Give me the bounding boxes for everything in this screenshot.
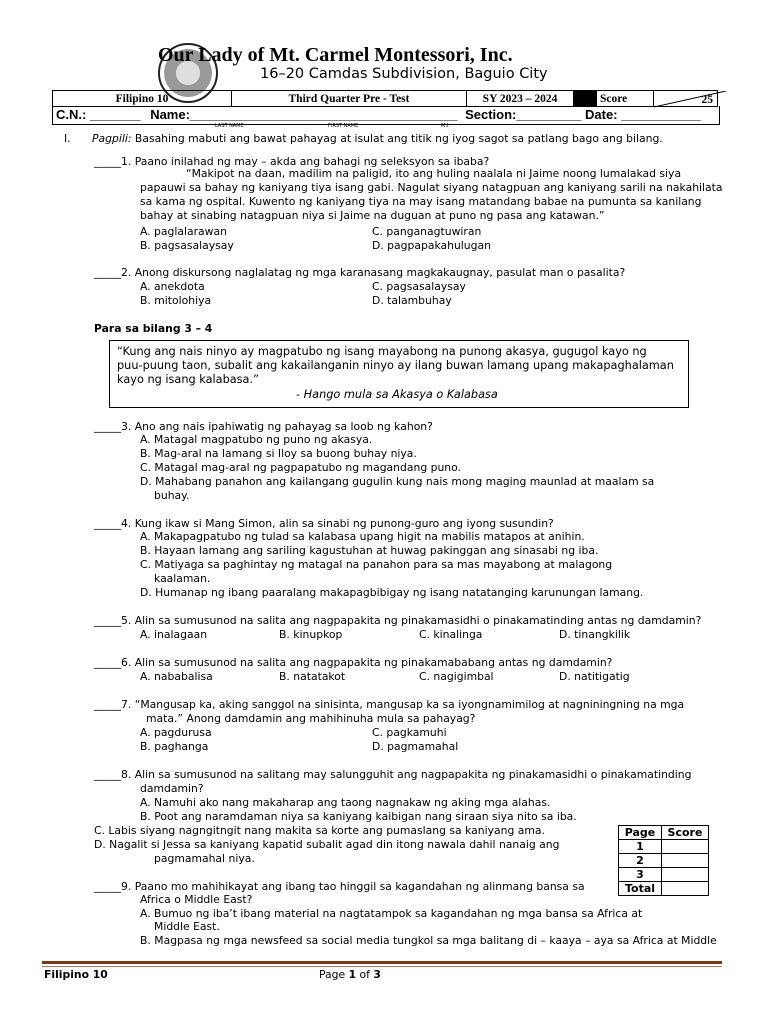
q9-stem-cont: Africa o Middle East? bbox=[140, 893, 253, 906]
instructions bbox=[92, 132, 663, 146]
footer-page-mid: of bbox=[356, 968, 374, 981]
q5-option-d: D. tinangkilik bbox=[559, 628, 631, 641]
score-table-total: Total bbox=[619, 882, 662, 896]
section-field[interactable]: Section:_________ bbox=[465, 107, 582, 122]
black-cell bbox=[574, 91, 597, 107]
q4-stem: _____4. Kung ikaw si Mang Simon, alin sa sinabi ng punong-guro ang iyong susundin? bbox=[94, 517, 554, 530]
quote-source: - Hango mula sa Akasya o Kalabasa bbox=[296, 388, 498, 401]
footer-page-total: 3 bbox=[373, 968, 381, 981]
q1-option-d: D. pagpapakahulugan bbox=[372, 239, 491, 252]
quote-line: kayo ng isang kalabasa.” bbox=[117, 373, 259, 386]
para-label: Para sa bilang 3 – 4 bbox=[94, 322, 213, 335]
score-table-cell[interactable] bbox=[662, 868, 709, 882]
q9-option-a-cont: Middle East. bbox=[154, 920, 220, 933]
q5-option-a: A. inalagaan bbox=[140, 628, 208, 641]
name-row bbox=[56, 107, 701, 122]
q2-option-c: C. pagsasalaysay bbox=[372, 280, 466, 293]
q4-option-c-cont: kaalaman. bbox=[154, 572, 211, 585]
q9-option-a: A. Bumuo ng iba’t ibang material na nagtatampok sa kagandahan ng mga bansa sa Africa at bbox=[140, 907, 643, 920]
q8-stem-cont: damdamin? bbox=[140, 782, 204, 795]
q1-stem: _____1. Paano inilahad ng may – akda ang bahagi ng seleksyon sa ibaba? bbox=[94, 155, 490, 168]
q8-stem: _____8. Alin sa sumusunod na salitang may salungguhit ang nagpapakita ng pinakamasidhi o pinakamatinding bbox=[94, 768, 692, 781]
footer-page bbox=[319, 968, 381, 982]
score-table-page: 3 bbox=[619, 868, 662, 882]
q7-option-b: B. paghanga bbox=[140, 740, 209, 753]
q1-option-a: A. paglalarawan bbox=[140, 225, 227, 238]
footer-subject: Filipino 10 bbox=[44, 968, 108, 981]
q3-option-a: A. Matagal magpatubo ng puno ng akasya. bbox=[140, 433, 373, 446]
q4-option-b: B. Hayaan lamang ang sariling kagustuhan at huwag pakinggan ang sinasabi ng iba. bbox=[140, 544, 599, 557]
name-field[interactable]: Name:_____________________________________ bbox=[150, 107, 458, 122]
q3-stem: _____3. Ano ang nais ipahiwatig ng pahayag sa loob ng kahon? bbox=[94, 420, 433, 433]
q2-option-a: A. anekdota bbox=[140, 280, 205, 293]
cn-field[interactable]: C.N.: _______ bbox=[56, 107, 141, 122]
q1-option-b: B. pagsasalaysay bbox=[140, 239, 234, 252]
q6-option-b: B. natatakot bbox=[279, 670, 346, 683]
score-total: 25 bbox=[701, 94, 713, 106]
q6-stem: _____6. Alin sa sumusunod na salita ang nagpapakita ng pinakamababang antas ng damdamin? bbox=[94, 656, 613, 669]
q5-option-b: B. kinupkop bbox=[279, 628, 343, 641]
score-label: Score bbox=[597, 91, 654, 107]
quote-line: “Kung ang nais ninyo ay magpatubo ng isang mayabong na punong akasya, gugugol kayo ng bbox=[117, 345, 647, 358]
school-name: Our Lady of Mt. Carmel Montessori, Inc. bbox=[158, 44, 513, 66]
footer-page-num: 1 bbox=[348, 968, 357, 981]
q2-option-b: B. mitolohiya bbox=[140, 294, 212, 307]
score-total-cell bbox=[654, 91, 718, 107]
q5-option-c: C. kinalinga bbox=[419, 628, 483, 641]
q4-option-a: A. Makapagpatubo ng tulad sa kalabasa upang higit na mabilis matapos at anihin. bbox=[140, 530, 585, 543]
score-table-cell[interactable] bbox=[662, 840, 709, 854]
q1-option-c: C. panganagtuwiran bbox=[372, 225, 482, 238]
q7-option-a: A. pagdurusa bbox=[140, 726, 212, 739]
q6-option-d: D. natitigatig bbox=[559, 670, 630, 683]
q7-stem-cont: mata.” Anong damdamin ang mahihinuha mula sa pahayag? bbox=[146, 712, 476, 725]
q4-option-c: C. Matiyaga sa paghintay ng matagal na panahon para sa mas mayabong at malagong bbox=[140, 558, 613, 571]
school-year: SY 2023 – 2024 bbox=[467, 91, 574, 107]
q1-passage-line: bahay at sinabing natagpuan niya si Jaime na duguan at puno ng pasa ang katawan.” bbox=[140, 209, 605, 222]
q8-option-d-cont: pagmamahal niya. bbox=[154, 852, 255, 865]
school-address: 16–20 Camdas Subdivision, Baguio City bbox=[260, 66, 548, 82]
q6-option-c: C. nagigimbal bbox=[419, 670, 494, 683]
q5-stem: _____5. Alin sa sumusunod na salita ang nagpapakita ng pinakamasidhi o pinakamatinding antas ng damdamin? bbox=[94, 614, 702, 627]
quote-line: puu-puung taon, subalit ang kakailanganin ninyo ay ilang buwan lamang upang makapaghalaman bbox=[117, 359, 674, 372]
footer-page-prefix: Page bbox=[319, 968, 349, 981]
q8-option-d: D. Nagalit si Jessa sa kaniyang kapatid subalit agad din itong nawala dahil nanaig ang bbox=[94, 838, 560, 851]
mi-caption: M.I. bbox=[441, 123, 450, 129]
score-table-page: 2 bbox=[619, 854, 662, 868]
q9-stem: _____9. Paano mo mahihikayat ang ibang tao hinggil sa kagandahan ng alinmang bansa sa bbox=[94, 880, 585, 893]
q8-option-b: B. Poot ang naramdaman niya sa kaniyang kaibigan nang siraan siya nito sa iba. bbox=[140, 810, 577, 823]
footer-divider bbox=[42, 961, 722, 964]
first-name-caption: FIRST NAME bbox=[328, 123, 359, 129]
section-number: I. bbox=[64, 132, 71, 145]
q3-option-d: D. Mahabang panahon ang kailangang gugulin kung nais mong maging maunlad at maalam sa bbox=[140, 475, 655, 488]
score-table bbox=[618, 825, 709, 896]
score-table-header: Score bbox=[662, 826, 709, 840]
q8-option-c: C. Labis siyang nagngitngit nang makita sa korte ang pumaslang sa kaniyang ama. bbox=[94, 824, 545, 837]
q1-passage-line: “Makipot na daan, madilim na paligid, ito ang huling naalala ni Jaime noong lumalakad siya bbox=[186, 167, 682, 180]
q7-option-d: D. pagmamahal bbox=[372, 740, 459, 753]
subject: Filipino 10 bbox=[53, 91, 232, 107]
q2-option-d: D. talambuhay bbox=[372, 294, 452, 307]
score-table-cell[interactable] bbox=[662, 854, 709, 868]
q4-option-d: D. Humanap ng ibang paaralang makapagbibigay ng isang natatanging karunungan lamang. bbox=[140, 586, 644, 599]
instructions-label: Pagpili: bbox=[92, 132, 132, 145]
header-table bbox=[52, 90, 718, 107]
q7-option-c: C. pagkamuhi bbox=[372, 726, 447, 739]
q9-option-b: B. Magpasa ng mga newsfeed sa social media tungkol sa mga balitang di – kaaya – aya sa Africa at Middle bbox=[140, 934, 717, 947]
q1-passage-line: sa kama ng ospital. Kuwento ng kaniyang tiya na may isang matandang babae na pumunta sa kanilang bbox=[140, 195, 702, 208]
q8-option-a: A. Namuhi ako nang makaharap ang taong nagnakaw ng aking mga alahas. bbox=[140, 796, 551, 809]
q3-option-b: B. Mag-aral na lamang si Iloy sa buong buhay niya. bbox=[140, 447, 417, 460]
q7-stem: _____7. “Mangusap ka, aking sanggol na sinisinta, mangusap ka sa iyongnamimilog at nagniningning na mga bbox=[94, 698, 685, 711]
q3-option-d-cont: buhay. bbox=[154, 489, 190, 502]
q6-option-a: A. nababalisa bbox=[140, 670, 213, 683]
score-table-page: 1 bbox=[619, 840, 662, 854]
q3-option-c: C. Matagal mag-aral ng pagpapatubo ng magandang puno. bbox=[140, 461, 461, 474]
test-title: Third Quarter Pre - Test bbox=[232, 91, 467, 107]
q2-stem: _____2. Anong diskursong naglalatag ng mga karanasang magkakaugnay, pasulat man o pasalita? bbox=[94, 266, 626, 279]
footer-divider-thin bbox=[42, 966, 722, 967]
instructions-text: Basahing mabuti ang bawat pahayag at isulat ang titik ng iyog sagot sa patlang bago ang bilang. bbox=[134, 132, 663, 145]
last-name-caption: LAST NAME bbox=[215, 123, 244, 129]
score-table-header: Page bbox=[619, 826, 662, 840]
date-field[interactable]: Date: ___________ bbox=[585, 107, 701, 122]
q1-passage-line: papauwi sa bahay ng kaniyang tiya isang gabi. Nagulat siyang natagpuan ang kaniyang sarili na nakahilata bbox=[140, 181, 723, 194]
score-table-cell[interactable] bbox=[662, 882, 709, 896]
